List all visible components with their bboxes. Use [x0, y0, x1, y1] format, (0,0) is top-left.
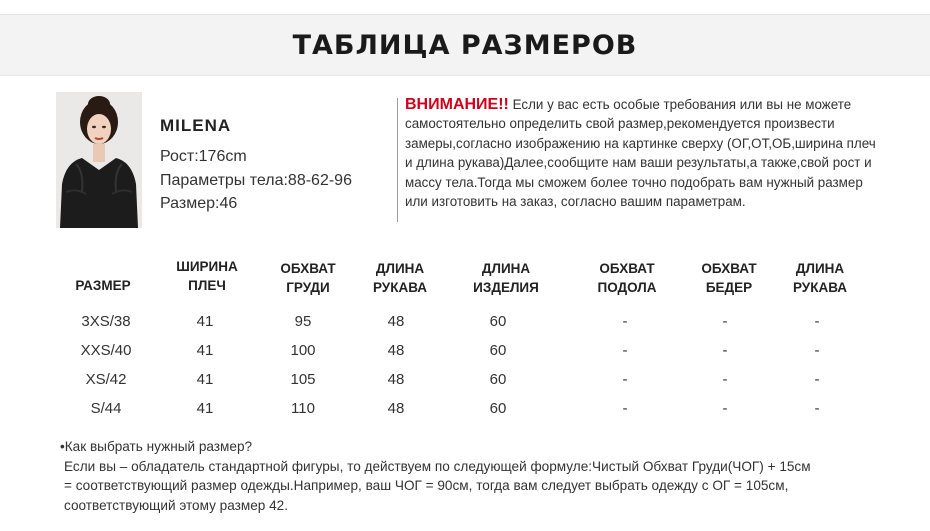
model-height: Рост:176cm — [160, 148, 247, 165]
table-cell: 110 — [291, 400, 315, 417]
table-cell: 3XS/38 — [81, 313, 131, 330]
table-cell: - — [622, 400, 628, 417]
vertical-divider — [397, 98, 398, 222]
column-header — [473, 259, 539, 297]
footnote-line-1: Если вы – обладатель стандартной фигуры, то действуем по следующей формуле:Чистый Обхват Груди(ЧОГ) + 15см — [64, 458, 811, 474]
table-cell: 41 — [196, 400, 214, 417]
column-header-line: ДЛИНА — [795, 261, 845, 276]
column-header — [597, 259, 656, 297]
table-cell: S/44 — [90, 400, 122, 417]
column-header — [75, 276, 130, 295]
column-header-line: ДЛИНА — [481, 261, 531, 276]
footnote — [60, 437, 920, 515]
table-cell: - — [814, 313, 820, 330]
table-row — [0, 313, 930, 342]
column-header — [280, 259, 335, 297]
column-header-line: ИЗДЕЛИЯ — [473, 280, 539, 295]
column-header — [373, 259, 427, 297]
table-cell: 100 — [290, 342, 316, 359]
footnote-line-2: = соответствующий размер одежды.Например, ваш ЧОГ = 90см, тогда вам следует выбрать одежду с ОГ = 105см, — [64, 478, 789, 493]
column-header-line: РАЗМЕР — [75, 278, 131, 293]
column-header-line: ОБХВАТ — [599, 261, 655, 276]
model-card — [56, 92, 386, 228]
table-cell: 48 — [387, 371, 405, 388]
table-cell: 48 — [387, 400, 405, 417]
table-cell: - — [622, 342, 628, 359]
table-row — [0, 400, 930, 429]
table-cell: 105 — [290, 371, 316, 388]
column-header — [793, 259, 847, 297]
column-header-line: РУКАВА — [372, 280, 428, 295]
table-cell: - — [814, 400, 820, 417]
footnote-line-3: соответствующий этому размер 42. — [64, 497, 289, 513]
table-cell: 41 — [196, 342, 214, 359]
column-header-line: РУКАВА — [792, 280, 848, 295]
column-header — [176, 257, 237, 295]
column-header-line: БЕДЕР — [705, 280, 753, 295]
table-cell: 60 — [489, 371, 507, 388]
notice-text — [405, 95, 885, 211]
model-size: Размер:46 — [160, 195, 238, 212]
notice-body: Если у вас есть особые требования или вы не можете самостоятельно определить свой размер,рекомендуется произвести замеры,согласно изображению на картинке сверху (ОГ,ОТ,ОБ,ширина плеч и длина рукава)Далее,сообщите нам ваши результаты,а также,свой рост и массу тела.Тогда мы сможем более точно подобрать вам нужный размер или изготовить на заказ, согласно вашим параметрам. — [405, 97, 876, 210]
table-cell: XS/42 — [85, 371, 127, 388]
table-cell: - — [622, 371, 628, 388]
table-cell: - — [722, 342, 728, 359]
column-header-line: ПЛЕЧ — [188, 278, 226, 293]
table-row — [0, 371, 930, 400]
model-params: Параметры тела:88-62-96 — [160, 172, 352, 189]
page-title: ТАБЛИЦА РАЗМЕРОВ — [292, 29, 638, 61]
table-cell: 41 — [196, 313, 214, 330]
table-cell: 60 — [489, 313, 507, 330]
table-cell: - — [814, 371, 820, 388]
column-header-line: ГРУДИ — [286, 280, 330, 295]
column-header-line: ШИРИНА — [176, 259, 238, 274]
table-cell: 41 — [196, 371, 214, 388]
table-cell: 95 — [294, 313, 312, 330]
table-cell: 60 — [489, 342, 507, 359]
notice-warning: ВНИМАНИЕ!! — [405, 96, 509, 113]
model-name: MILENA — [160, 116, 232, 135]
column-header-line: ДЛИНА — [375, 261, 425, 276]
column-header-line: ПОДОЛА — [597, 280, 657, 295]
table-row — [0, 342, 930, 371]
column-header — [701, 259, 756, 297]
table-cell: 48 — [387, 313, 405, 330]
model-photo-illustration — [56, 92, 142, 228]
table-cell: - — [814, 342, 820, 359]
model-photo — [56, 92, 142, 228]
table-cell: - — [722, 313, 728, 330]
column-header-line: ОБХВАТ — [701, 261, 757, 276]
column-header-line: ОБХВАТ — [280, 261, 336, 276]
table-cell: 48 — [387, 342, 405, 359]
table-cell: - — [722, 371, 728, 388]
table-cell: XXS/40 — [80, 342, 132, 359]
footnote-question: •Как выбрать нужный размер? — [60, 439, 253, 454]
table-cell: 60 — [489, 400, 507, 417]
title-bar — [0, 14, 930, 76]
table-cell: - — [722, 400, 728, 417]
table-cell: - — [622, 313, 628, 330]
